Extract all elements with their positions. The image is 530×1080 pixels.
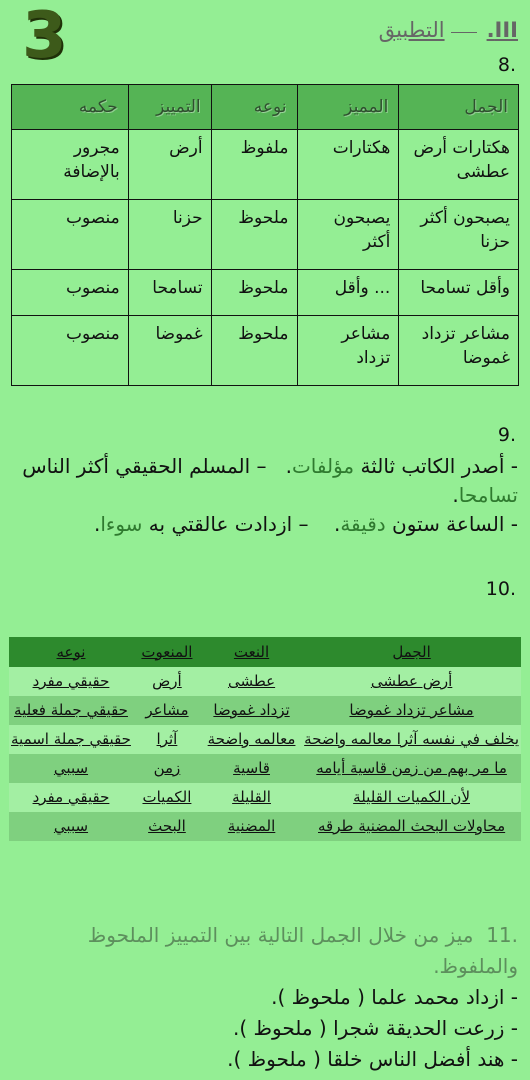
section-heading bbox=[379, 18, 518, 42]
table-cell: ملحوظ bbox=[211, 270, 297, 316]
table-row bbox=[9, 725, 521, 754]
table-cell: حقيقي مفرد bbox=[9, 667, 133, 696]
table-row bbox=[9, 812, 521, 841]
table-cell: سببي bbox=[9, 754, 133, 783]
exercise-11 bbox=[8, 920, 518, 1075]
sentence-text: - الساعة ستون bbox=[385, 512, 518, 536]
section-roman-numeral: III. bbox=[486, 18, 518, 42]
highlighted-word: دقيقة bbox=[340, 512, 386, 536]
header-sentences: الجمل bbox=[399, 85, 519, 130]
table-cell: يخلف في نفسه آثرا معالمه واضحة bbox=[302, 725, 521, 754]
table-cell: هكتارات bbox=[297, 130, 399, 200]
question-text: ميز من خلال الجمل التالية بين التمييز الملحوظ والملفوظ. bbox=[87, 923, 518, 978]
table-cell: حقيقي جملة فعلية bbox=[9, 696, 133, 725]
table-cell: هكتارات أرض عطشى bbox=[399, 130, 519, 200]
table-cell: البحث bbox=[133, 812, 201, 841]
exercise-11-question bbox=[8, 920, 518, 982]
table-cell: تزداد غموضا bbox=[201, 696, 302, 725]
table-cell: عطشى bbox=[201, 667, 302, 696]
table-cell: مشاعر تزداد غموضا bbox=[302, 696, 521, 725]
table-cell: حقيقي جملة اسمية bbox=[9, 725, 133, 754]
table-header-row bbox=[9, 637, 521, 667]
table-row bbox=[12, 200, 519, 270]
table-cell: مشاعر تزداد غموضا bbox=[399, 316, 519, 386]
sentence-punct: . bbox=[285, 454, 292, 478]
table-cell: الكميات bbox=[133, 783, 201, 812]
table-cell: ... وأقل bbox=[297, 270, 399, 316]
table-cell: القليلة bbox=[201, 783, 302, 812]
table-cell: وأقل تسامحا bbox=[399, 270, 519, 316]
header-sentences: الجمل bbox=[302, 637, 521, 667]
exercise-10-number: 10. bbox=[485, 578, 516, 600]
header-described: المنعوت bbox=[133, 637, 201, 667]
highlighted-word: مؤلفات bbox=[291, 454, 355, 478]
table-cell: مشاعر تزداد bbox=[297, 316, 399, 386]
header-specification: التمييز bbox=[128, 85, 211, 130]
table-cell: المضنية bbox=[201, 812, 302, 841]
sentence-text: - أصدر الكاتب ثالثة bbox=[354, 454, 518, 478]
table-cell: قاسية bbox=[201, 754, 302, 783]
table-row bbox=[12, 316, 519, 386]
table-row bbox=[9, 696, 521, 725]
table-row bbox=[9, 783, 521, 812]
sentence-text: – المسلم الحقيقي أكثر الناس bbox=[22, 454, 267, 478]
table-cell: منصوب bbox=[12, 270, 129, 316]
table-row bbox=[12, 130, 519, 200]
table-cell: حقيقي مفرد bbox=[9, 783, 133, 812]
exercise-11-number: 11. bbox=[486, 923, 518, 947]
sentence-text: – ازدادت عالقتي به bbox=[142, 512, 309, 536]
exercise-10-table bbox=[9, 637, 521, 841]
table-cell: منصوب bbox=[12, 200, 129, 270]
exercise-9-line-2 bbox=[8, 510, 518, 539]
table-cell: منصوب bbox=[12, 316, 129, 386]
table-cell: يصبحون أكثر bbox=[297, 200, 399, 270]
exercise-8-number: 8. bbox=[497, 54, 516, 76]
list-item: - هند أفضل الناس خلقا ( ملحوظ ). bbox=[227, 1047, 518, 1071]
highlighted-word: سوءا bbox=[100, 512, 143, 536]
table-cell: معالمه واضحة bbox=[201, 725, 302, 754]
header-adjective: النعت bbox=[201, 637, 302, 667]
table-row bbox=[9, 667, 521, 696]
unit-number-logo: 3 bbox=[22, 0, 67, 73]
exercise-9-number: 9. bbox=[497, 424, 516, 446]
table-cell: أرض bbox=[133, 667, 201, 696]
header-ruling: حكمه bbox=[12, 85, 129, 130]
sentence-punct: . bbox=[333, 512, 341, 536]
sentence-punct: . bbox=[94, 512, 101, 536]
table-cell: لأن الكميات القليلة bbox=[302, 783, 521, 812]
table-cell: ملحوظ bbox=[211, 200, 297, 270]
table-cell: مجرور بالإضافة bbox=[12, 130, 129, 200]
table-row bbox=[12, 270, 519, 316]
table-cell: أرض عطشى bbox=[302, 667, 521, 696]
header-type: نوعه bbox=[211, 85, 297, 130]
exercise-9-line-1 bbox=[8, 452, 518, 510]
highlighted-word: تسامحا bbox=[458, 483, 518, 507]
table-row bbox=[9, 754, 521, 783]
header-type: نوعه bbox=[9, 637, 133, 667]
table-cell: غموضا bbox=[128, 316, 211, 386]
table-cell: ما مر بهم من زمن قاسية أيامه bbox=[302, 754, 521, 783]
table-cell: حزنا bbox=[128, 200, 211, 270]
list-item: - ازداد محمد علما ( ملحوظ ). bbox=[271, 985, 518, 1009]
table-cell: مشاعر bbox=[133, 696, 201, 725]
table-cell: ملحوظ bbox=[211, 316, 297, 386]
sentence-punct: . bbox=[452, 483, 459, 507]
table-cell: ملفوظ bbox=[211, 130, 297, 200]
table-cell: سببي bbox=[9, 812, 133, 841]
table-cell: زمن bbox=[133, 754, 201, 783]
table-cell: آثرا bbox=[133, 725, 201, 754]
table-cell: يصبحون أكثر حزنا bbox=[399, 200, 519, 270]
table-cell: محاولات البحث المضنية طرقه bbox=[302, 812, 521, 841]
table-cell: تسامحا bbox=[128, 270, 211, 316]
list-item: - زرعت الحديقة شجرا ( ملحوظ ). bbox=[232, 1016, 518, 1040]
heading-divider bbox=[451, 32, 477, 33]
header-distinguished: المميز bbox=[297, 85, 399, 130]
table-header-row bbox=[12, 85, 519, 130]
table-cell: أرض bbox=[128, 130, 211, 200]
section-title: التطبيق bbox=[378, 18, 445, 42]
exercise-9-sentences bbox=[8, 452, 518, 539]
exercise-8-table bbox=[11, 84, 519, 386]
